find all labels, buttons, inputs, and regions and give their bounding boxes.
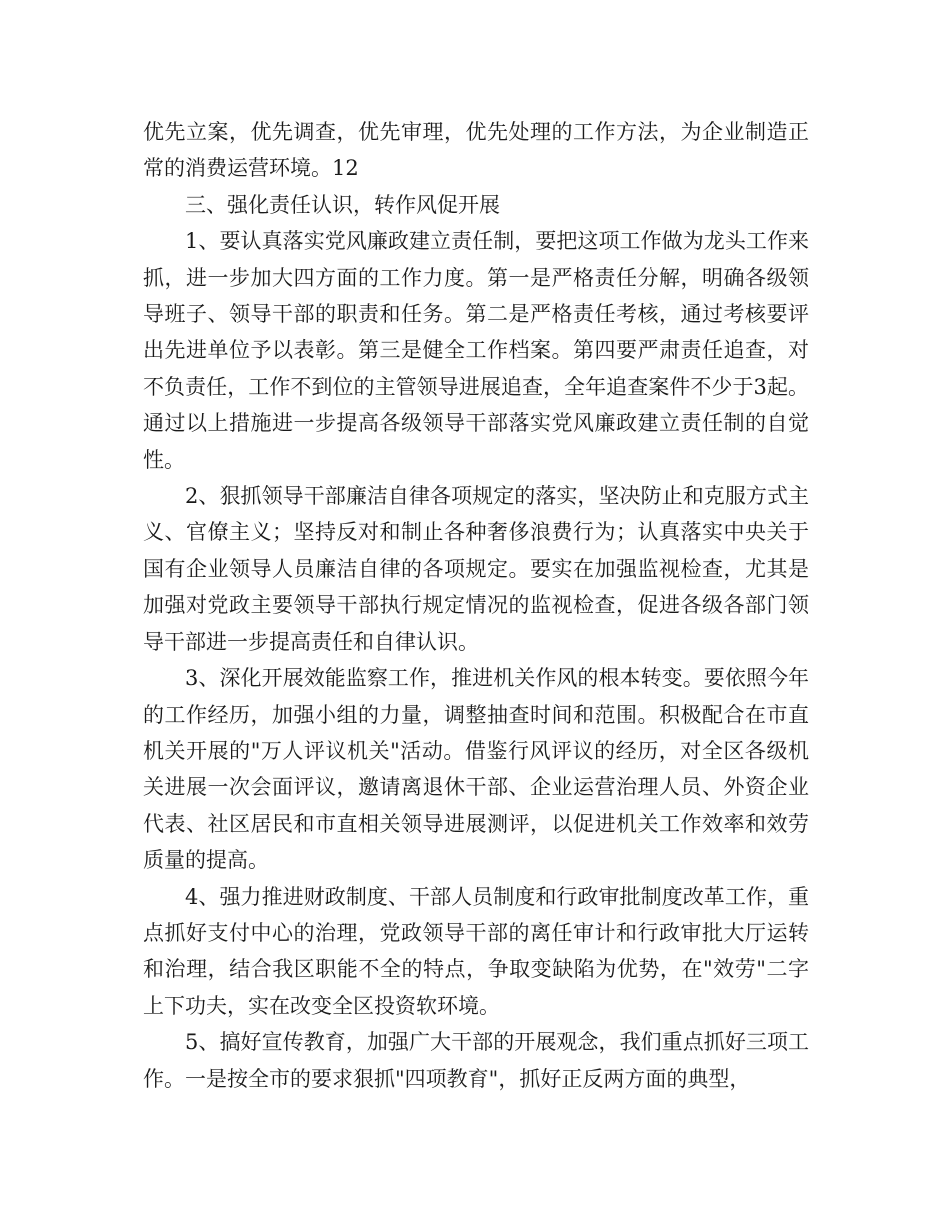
paragraph-item-4: 4、强力推进财政制度、干部人员制度和行政审批制度改革工作，重点抓好支付中心的治理，党政领导干部的离任审计和行政审批大厅运转和治理，结合我区职能不全的特点，争取变缺陷为优势，在"效劳"二字上下功夫，实在改变全区投资软环境。 bbox=[143, 884, 809, 1018]
paragraph-continuation: 优先立案，优先调查，优先审理，优先处理的工作方法，为企业制造正常的消费运营环境。12 bbox=[143, 120, 809, 181]
document-body bbox=[143, 114, 809, 1097]
section-heading: 三、强化责任认识，转作风促开展 bbox=[185, 192, 500, 217]
paragraph-item-3: 3、深化开展效能监察工作，推进机关作风的根本转变。要依照今年的工作经历，加强小组的力量，调整抽查时间和范围。积极配合在市直机关开展的"万人评议机关"活动。借鉴行风评议的经历，对全区各级机关进展一次会面评议，邀请离退休干部、企业运营治理人员、外资企业代表、社区居民和市直相关领导进展测评，以促进机关工作效率和效劳质量的提高。 bbox=[143, 666, 809, 873]
paragraph-item-5: 5、搞好宣传教育，加强广大干部的开展观念，我们重点抓好三项工作。一是按全市的要求狠抓"四项教育"，抓好正反两方面的典型， bbox=[143, 1030, 809, 1091]
paragraph-item-1: 1、要认真落实党风廉政建立责任制，要把这项工作做为龙头工作来抓，进一步加大四方面的工作力度。第一是严格责任分解，明确各级领导班子、领导干部的职责和任务。第二是严格责任考核，通过考核要评出先进单位予以表彰。第三是健全工作档案。第四要严肃责任追查，对不负责任，工作不到位的主管领导进展追查，全年追查案件不少于3起。通过以上措施进一步提高各级领导干部落实党风廉政建立责任制的自觉性。 bbox=[143, 229, 809, 472]
paragraph-item-2: 2、狠抓领导干部廉洁自律各项规定的落实，坚决防止和克服方式主义、官僚主义；坚持反对和制止各种奢侈浪费行为；认真落实中央关于国有企业领导人员廉洁自律的各项规定。要实在加强监视检查，尤其是加强对党政主要领导干部执行规定情况的监视检查，促进各级各部门领导干部进一步提高责任和自律认识。 bbox=[143, 484, 809, 654]
